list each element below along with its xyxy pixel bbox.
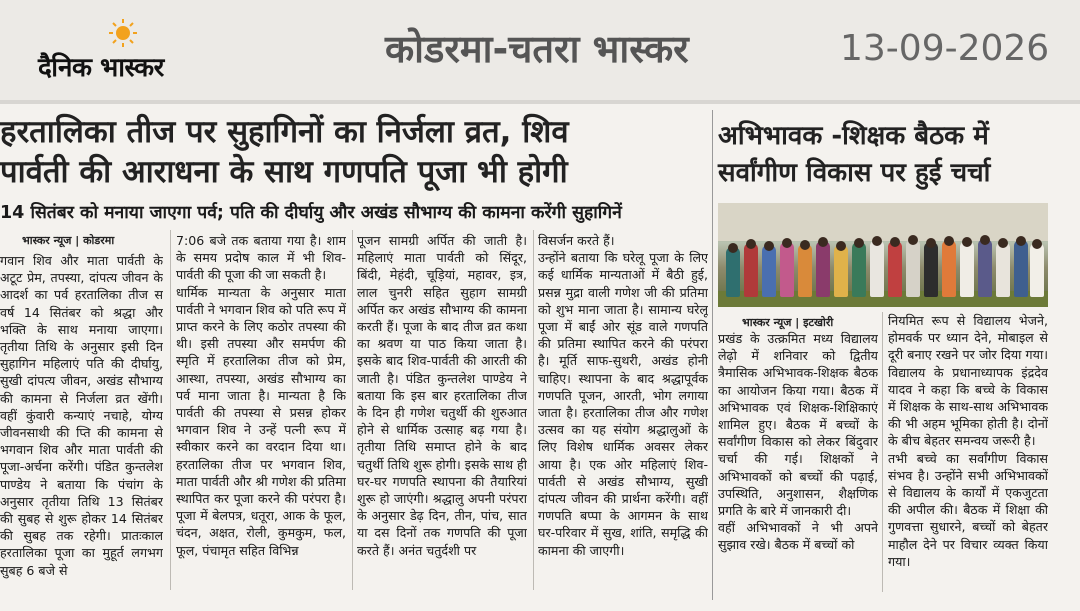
newspaper-logo (38, 18, 218, 88)
paragraph: धार्मिक मान्यता के अनुसार माता पार्वती ने भगवान शिव को पति रूप में प्राप्त करने के लिए कठोर तपस्या की थी। इसी तपस्या और समर्पण की स्मृति में हरतालिका तीज को प्रेम, आस्था, तपस्या, अखंड सौभाग्य का पर्व माना जाता है। मान्यता है कि पार्वती की तपस्या से प्रसन्न होकर भगवान शिव ने उन्हें पत्नी रूप में स्वीकार करने का वरदान दिया था। हरतालिका तीज पर भगवान शिव, माता पार्वती और श्री गणेश की प्रतिमा स्थापित कर पूजा करने की परंपरा है। पूजा में बेलपत्र, धतूरा, आक के फूल, चंदन, अक्षत, रोली, कुमकुम, फल, फूल, पंचामृत सहित विभिन्न (176, 284, 346, 558)
main-column-2 (176, 232, 346, 592)
main-byline: भास्कर न्यूज | कोडरमा (22, 234, 115, 247)
side-column-1 (718, 330, 878, 592)
masthead-divider (0, 100, 1080, 104)
masthead (0, 0, 1080, 100)
column-divider (352, 230, 353, 590)
main-subheadline: 14 सितंबर को मनाया जाएगा पर्व; पति की दीर्घायु और अखंड सौभाग्य की कामना करेंगी सुहागिनें (0, 203, 622, 223)
paragraph: पूजन सामग्री अर्पित की जाती है। महिलाएं माता पार्वती को सिंदूर, बिंदी, मेहंदी, चूड़ियां, महावर, इत्र, लाल चुनरी सहित सुहाग सामग्री अर्पित कर अखंड सौभाग्य की कामना करती हैं। पूजा के बाद तीज व्रत कथा का श्रवण या पाठ किया जाता है। इसके बाद शिव-पार्वती की आरती की जाती है। पंडित कुन्तलेश पाण्डेय ने बताया कि इस बार हरतालिका तीज के दिन ही गणेश चतुर्थी की शुरुआत होने से धार्मिक उत्साह बढ़ गया है। तृतीया तिथि समाप्त होने के बाद चतुर्थी तिथि शुरू होगी। इसके साथ ही घर-घर गणपति स्थापना की तैयारियां शुरू हो जाएंगी। श्रद्धालु अपनी परंपरा के अनुसार डेढ़ दिन, तीन, पांच, सात या दस दिनों तक गणपति की पूजा करते हैं। अनंत चतुर्दशी पर (357, 233, 527, 558)
side-headline: अभिभावक -शिक्षक बैठक में सर्वांगीण विकास पर हुई चर्चा (718, 121, 991, 188)
paragraph: तभी बच्चे का सर्वांगीण विकास संभव है। उन्होंने सभी अभिभावकों से विद्यालय के कार्यों में एकजुटता की अपील की। बैठक में शिक्षा की गुणवत्ता सुधारने, बच्चों को बेहतर माहौल देने पर विचार व्यक्त किया गया। (888, 450, 1048, 569)
paragraph: 7:06 बजे तक बताया गया है। शाम के समय प्रदोष काल में भी शिव-पार्वती की पूजा की जा सकती है। (176, 233, 346, 283)
side-column-2 (888, 312, 1048, 592)
logo-text: दैनिक भास्कर (38, 53, 164, 83)
edition-title: कोडरमा-चतरा भास्कर (385, 27, 689, 71)
edition-date: 13-09-2026 (840, 28, 1050, 69)
sun-icon (108, 18, 138, 48)
paragraph: वहीं अभिभावकों ने भी अपने सुझाव रखे। बैठक में बच्चों को (718, 520, 878, 553)
side-byline: भास्कर न्यूज | इटखोरी (742, 316, 834, 329)
column-divider (533, 230, 534, 590)
paragraph: प्रखंड के उत्क्रमित मध्य विद्यालय लेढ़ो में शनिवार को द्वितीय त्रैमासिक अभिभावक-शिक्षक बैठक का आयोजन किया गया। बैठक में अभिभावक एवं शिक्षक-शिक्षिकाएं शामिल हुए। बैठक में बच्चों के सर्वांगीण विकास को लेकर बिंदुवार चर्चा की गई। शिक्षकों ने अभिभावकों को बच्चों की पढ़ाई, उपस्थिति, अनुशासन, शैक्षणिक प्रगति के बारे में जानकारी दी। (718, 331, 878, 519)
paragraph: गवान शिव और माता पार्वती के अटूट प्रेम, तपस्या, दांपत्य जीवन के आदर्श का पर्व हरतालिका तीज स वर्ष 14 सितंबर को श्रद्धा और भक्ति के साथ मनाया जाएगा। तृतीया तिथि के अनुसार इसी दिन सुहागिन महिलाएं पति की दीर्घायु, सुखी दांपत्य जीवन, अखंड सौभाग्य की कामना से निर्जला व्रत खेंगी। वहीं कुंवारी कन्याएं नचाहे, योग्य जीवनसाथी की प्ति की कामना से भगवान शिव और माता पार्वती की पूजा-अर्चना करेंगी। पंडित कुन्तलेश पाण्डेय ने बताया कि पंचांग के अनुसार तृतीया तिथि 13 सितंबर की सुबह से शुरू होकर 14 सितंबर की सुबह तक रहेगी। प्रातःकाल हरतालिका पूजा का मुहूर्त लगभग सुबह 6 बजे से (0, 253, 163, 578)
main-column-4 (538, 232, 708, 592)
column-divider (882, 312, 883, 592)
paragraph: नियमित रूप से विद्यालय भेजने, होमवर्क पर ध्यान देने, मोबाइल से दूरी बनाए रखने पर जोर दिया गया। विद्यालय के प्रधानाध्यापक इंद्रदेव यादव ने कहा कि बच्चे के विकास में शिक्षक के साथ-साथ अभिभावक की भी अहम भूमिका होती है। दोनों के बीच बेहतर समन्वय जरूरी है। (888, 313, 1048, 449)
main-column-3 (357, 232, 527, 592)
main-headline-line-1: हरतालिका तीज पर सुहागिनों का निर्जला व्रत, शिव (0, 114, 569, 150)
paragraph: उन्होंने बताया कि घरेलू पूजा के लिए कई धार्मिक मान्यताओं में बैठी हुई, प्रसन्न मुद्रा वाली गणेश जी की प्रतिमा को शुभ माना जाता है। सामान्य घरेलू पूजा में बाईं ओर सूंड वाले गणपति की प्रतिमा स्थापित करने की परंपरा है। मूर्ति साफ-सुथरी, अखंड होनी चाहिए। स्थापना के बाद श्रद्धापूर्वक गणपति पूजन, आरती, भोग लगाया जाता है। हरतालिका तीज और गणेश उत्सव का यह संयोग श्रद्धालुओं के लिए विशेष धार्मिक अवसर लेकर आया है। एक ओर महिलाएं शिव-पार्वती से अखंड सौभाग्य, सुखी दांपत्य जीवन की प्रार्थना करेंगी। वहीं गणपति बप्पा के आगमन के साथ घर-परिवार में सुख, शांति, समृद्धि की कामना की जाएगी। (538, 250, 708, 558)
main-headline (0, 112, 710, 192)
paragraph: विसर्जन करते हैं। (538, 233, 615, 248)
main-headline-line-2: पार्वती की आराधना के साथ गणपति पूजा भी होगी (0, 154, 568, 190)
section-divider (712, 110, 713, 600)
column-divider (170, 230, 171, 590)
meeting-group-photo (718, 203, 1048, 307)
main-column-1 (0, 252, 163, 592)
